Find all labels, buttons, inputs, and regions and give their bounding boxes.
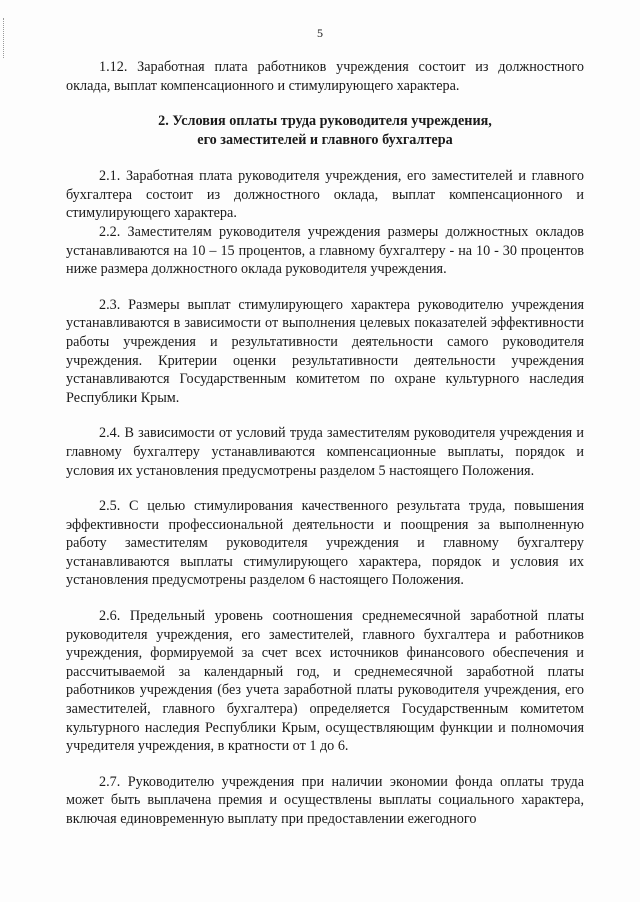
- clause-1-12: 1.12. Заработная плата работников учреждения состоит из должностного оклада, выплат компенсационного и стимулирующего характера.: [66, 59, 584, 94]
- section-2-heading: [66, 112, 584, 150]
- paragraph-2-7: 2.7. Руководителю учреждения при наличии экономии фонда оплаты труда может быть выплачена премия и осуществлены выплаты социального характера, включая единовременную выплату при предоставлении ежегодного: [66, 773, 584, 827]
- paragraph-2-6: 2.6. Предельный уровень соотношения среднемесячной заработной платы руководителя учреждения, его заместителей, главного бухгалтера и работников учреждения, формируемой за счет всех источников финансового обеспечения и рассчитываемой за календарный год, и среднемесячной заработной платы работников учреждения (без учета заработной платы руководителя учреждения, его заместителей, главного бухгалтера) определяется Государственным комитетом культурного наследия Республики Крым, осуществляющим функции и полномочия учредителя учреждения, в кратности от 1 до 6.: [66, 608, 584, 755]
- paragraph-2-5: 2.5. С целью стимулирования качественного результата труда, повышения эффективности профессиональной деятельности и поощрения за выполненную работу заместителям руководителя учреждения и главному бухгалтеру устанавливаются выплаты стимулирующего характера, порядок и условия их установления предусмотрены разделом 6 настоящего Положения.: [66, 498, 584, 589]
- section-2-title-line-1: 2. Условия оплаты труда руководителя учреждения,: [158, 113, 492, 130]
- paragraph-2-2: 2.2. Заместителям руководителя учреждения размеры должностных окладов устанавливаются на 10 – 15 процентов, а главному бухгалтеру - на 10 - 30 процентов ниже размера должностного оклада руководителя учреждения.: [66, 223, 584, 278]
- paragraph-2-1: 2.1. Заработная плата руководителя учреждения, его заместителей и главного бухгалтера состоит из должностного оклада, выплат компенсационного и стимулирующего характера.: [66, 168, 584, 222]
- section-2-title-line-2: его заместителей и главного бухгалтера: [197, 132, 453, 149]
- paragraph-2-4: 2.4. В зависимости от условий труда заместителям руководителя учреждения и главному бухгалтеру устанавливаются компенсационные выплаты, порядок и условия их установления предусмотрены разделом 5 настоящего Положения.: [66, 425, 584, 479]
- page-number: 5: [317, 26, 323, 40]
- document-body: [66, 58, 584, 829]
- paragraph-2-3: 2.3. Размеры выплат стимулирующего характера руководителю учреждения устанавливаются в зависимости от выполнения целевых показателей эффективности работы учреждения и результативности деятельности самого руководителя учреждения. Критерии оценки результативности деятельности учреждения устанавливаются Государственным комитетом по охране культурного наследия Республики Крым.: [66, 296, 584, 406]
